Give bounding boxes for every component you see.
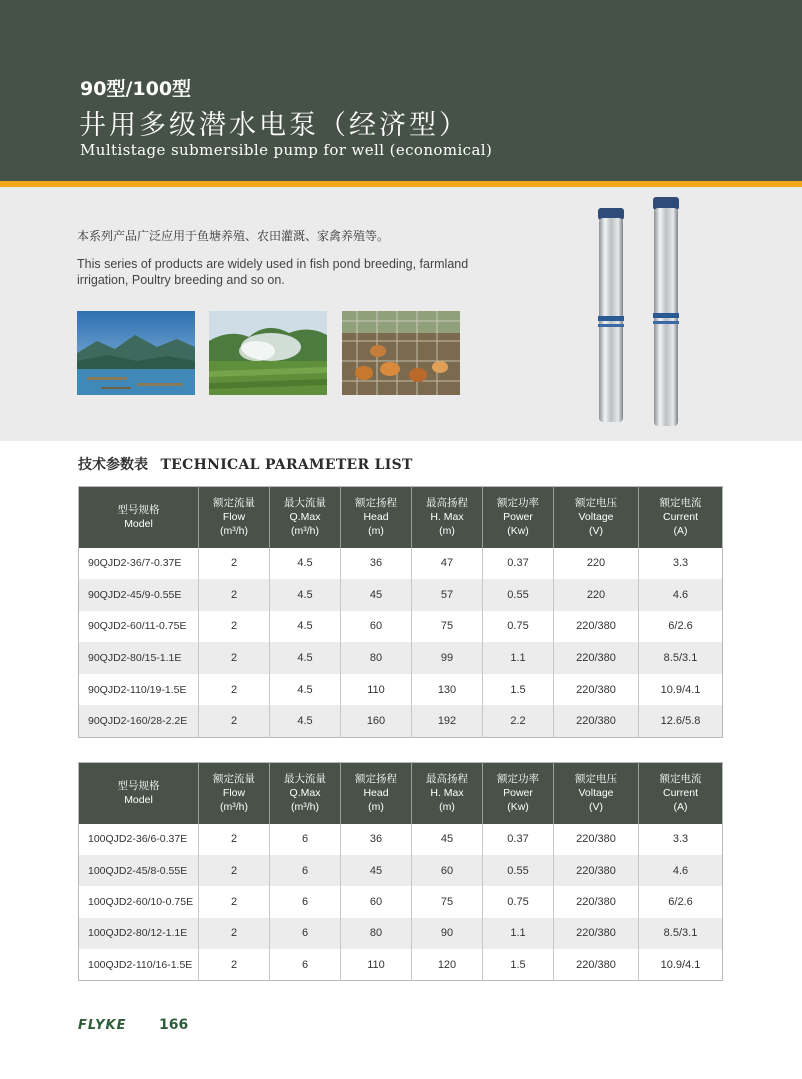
table-row — [79, 918, 723, 949]
model-cell: 90QJD2-36/7-0.37E — [79, 548, 199, 580]
intro-english-text: This series of products are widely used in fish pond breeding, farmland irrigation, Poultry breeding and so on. — [77, 257, 469, 287]
model-cell: 90QJD2-110/19-1.5E — [79, 674, 199, 706]
value-cell: 2 — [199, 918, 270, 949]
english-title: Multistage submersible pump for well (economical) — [80, 141, 493, 159]
value-cell: 220/380 — [554, 886, 639, 917]
value-cell: 99 — [412, 642, 483, 674]
value-cell: 4.5 — [270, 705, 341, 737]
value-cell: 2 — [199, 705, 270, 737]
value-cell: 47 — [412, 548, 483, 580]
value-cell: 0.75 — [483, 611, 554, 643]
model-cell: 90QJD2-45/9-0.55E — [79, 579, 199, 611]
value-cell: 1.5 — [483, 949, 554, 980]
value-cell: 45 — [341, 579, 412, 611]
value-cell: 45 — [412, 824, 483, 855]
value-cell: 120 — [412, 949, 483, 980]
model-cell: 100QJD2-36/6-0.37E — [79, 824, 199, 855]
header-current: 额定电流 Current (A) — [639, 487, 723, 548]
parameter-table-100 — [78, 762, 723, 981]
value-cell: 3.3 — [639, 548, 723, 580]
value-cell: 2 — [199, 824, 270, 855]
model-cell: 90QJD2-60/11-0.75E — [79, 611, 199, 643]
value-cell: 8.5/3.1 — [639, 642, 723, 674]
value-cell: 45 — [341, 855, 412, 886]
table-header-row — [79, 487, 723, 548]
poultry-photo — [342, 311, 460, 395]
table-row — [79, 611, 723, 643]
parameter-table-90 — [78, 486, 723, 738]
header-hmax: 最高扬程 H. Max (m) — [412, 487, 483, 548]
value-cell: 10.9/4.1 — [639, 949, 723, 980]
value-cell: 60 — [412, 855, 483, 886]
header-power: 额定功率 Power (Kw) — [483, 763, 554, 824]
value-cell: 4.5 — [270, 611, 341, 643]
value-cell: 220/380 — [554, 824, 639, 855]
value-cell: 6 — [270, 949, 341, 980]
value-cell: 2.2 — [483, 705, 554, 737]
model-cell: 90QJD2-80/15-1.1E — [79, 642, 199, 674]
header-flow: 额定流量 Flow (m³/h) — [199, 763, 270, 824]
header-qmax: 最大流量 Q.Max (m³/h) — [270, 763, 341, 824]
model-cell: 100QJD2-45/8-0.55E — [79, 855, 199, 886]
irrigation-photo — [209, 311, 327, 395]
table-row — [79, 824, 723, 855]
header-voltage: 额定电压 Voltage (V) — [554, 487, 639, 548]
value-cell: 0.37 — [483, 824, 554, 855]
value-cell: 8.5/3.1 — [639, 918, 723, 949]
value-cell: 1.5 — [483, 674, 554, 706]
value-cell: 220/380 — [554, 674, 639, 706]
pump-image-large — [649, 197, 683, 433]
header-hmax: 最高扬程 H. Max (m) — [412, 763, 483, 824]
intro-chinese-text: 本系列产品广泛应用于鱼塘养殖、农田灌溉、家禽养殖等。 — [77, 229, 390, 243]
value-cell: 2 — [199, 886, 270, 917]
value-cell: 10.9/4.1 — [639, 674, 723, 706]
value-cell: 4.6 — [639, 855, 723, 886]
header-current: 额定电流 Current (A) — [639, 763, 723, 824]
value-cell: 4.5 — [270, 548, 341, 580]
value-cell: 0.75 — [483, 886, 554, 917]
value-cell: 6 — [270, 918, 341, 949]
header-head: 额定扬程 Head (m) — [341, 487, 412, 548]
model-cell: 100QJD2-110/16-1.5E — [79, 949, 199, 980]
value-cell: 220 — [554, 579, 639, 611]
table-row — [79, 642, 723, 674]
value-cell: 1.1 — [483, 918, 554, 949]
model-cell: 100QJD2-80/12-1.1E — [79, 918, 199, 949]
value-cell: 220 — [554, 548, 639, 580]
pump-image-small — [594, 208, 628, 430]
fish-pond-photo — [77, 311, 195, 395]
value-cell: 80 — [341, 642, 412, 674]
header-qmax: 最大流量 Q.Max (m³/h) — [270, 487, 341, 548]
value-cell: 6 — [270, 824, 341, 855]
value-cell: 0.37 — [483, 548, 554, 580]
header-flow: 额定流量 Flow (m³/h) — [199, 487, 270, 548]
value-cell: 90 — [412, 918, 483, 949]
value-cell: 1.1 — [483, 642, 554, 674]
value-cell: 57 — [412, 579, 483, 611]
value-cell: 2 — [199, 674, 270, 706]
header-head: 额定扬程 Head (m) — [341, 763, 412, 824]
model-cell: 90QJD2-160/28-2.2E — [79, 705, 199, 737]
section-title — [78, 454, 413, 474]
value-cell: 4.5 — [270, 642, 341, 674]
value-cell: 36 — [341, 824, 412, 855]
value-cell: 110 — [341, 949, 412, 980]
value-cell: 2 — [199, 611, 270, 643]
value-cell: 220/380 — [554, 705, 639, 737]
value-cell: 220/380 — [554, 949, 639, 980]
value-cell: 2 — [199, 548, 270, 580]
header-power: 额定功率 Power (Kw) — [483, 487, 554, 548]
value-cell: 220/380 — [554, 611, 639, 643]
value-cell: 2 — [199, 949, 270, 980]
value-cell: 0.55 — [483, 579, 554, 611]
table-row — [79, 705, 723, 737]
table-row — [79, 674, 723, 706]
value-cell: 80 — [341, 918, 412, 949]
value-cell: 130 — [412, 674, 483, 706]
table-row — [79, 949, 723, 980]
value-cell: 0.55 — [483, 855, 554, 886]
table-90-body — [79, 548, 723, 738]
value-cell: 160 — [341, 705, 412, 737]
value-cell: 6/2.6 — [639, 886, 723, 917]
value-cell: 6 — [270, 886, 341, 917]
brand-logo: FLYKE — [78, 1018, 127, 1033]
value-cell: 2 — [199, 642, 270, 674]
header-model: 型号规格 Model — [79, 487, 199, 548]
value-cell: 60 — [341, 886, 412, 917]
value-cell: 4.6 — [639, 579, 723, 611]
value-cell: 12.6/5.8 — [639, 705, 723, 737]
value-cell: 75 — [412, 611, 483, 643]
value-cell: 220/380 — [554, 642, 639, 674]
value-cell: 75 — [412, 886, 483, 917]
chinese-title: 井用多级潜水电泵（经济型） — [79, 110, 469, 141]
table-row — [79, 886, 723, 917]
header-model: 型号规格 Model — [79, 763, 199, 824]
value-cell: 6 — [270, 855, 341, 886]
value-cell: 60 — [341, 611, 412, 643]
value-cell: 2 — [199, 855, 270, 886]
value-cell: 4.5 — [270, 674, 341, 706]
model-title: 90型/100型 — [80, 78, 192, 100]
section-title-english: TECHNICAL PARAMETER LIST — [160, 457, 413, 473]
value-cell: 36 — [341, 548, 412, 580]
table-row — [79, 579, 723, 611]
section-title-chinese: 技术参数表 — [78, 457, 148, 473]
table-row — [79, 548, 723, 580]
table-row — [79, 855, 723, 886]
value-cell: 220/380 — [554, 855, 639, 886]
table-header-row — [79, 763, 723, 824]
page-number: 166 — [159, 1017, 189, 1033]
value-cell: 3.3 — [639, 824, 723, 855]
table-100-body — [79, 824, 723, 981]
value-cell: 6/2.6 — [639, 611, 723, 643]
header-voltage: 额定电压 Voltage (V) — [554, 763, 639, 824]
model-cell: 100QJD2-60/10-0.75E — [79, 886, 199, 917]
value-cell: 2 — [199, 579, 270, 611]
value-cell: 4.5 — [270, 579, 341, 611]
value-cell: 192 — [412, 705, 483, 737]
value-cell: 220/380 — [554, 918, 639, 949]
value-cell: 110 — [341, 674, 412, 706]
